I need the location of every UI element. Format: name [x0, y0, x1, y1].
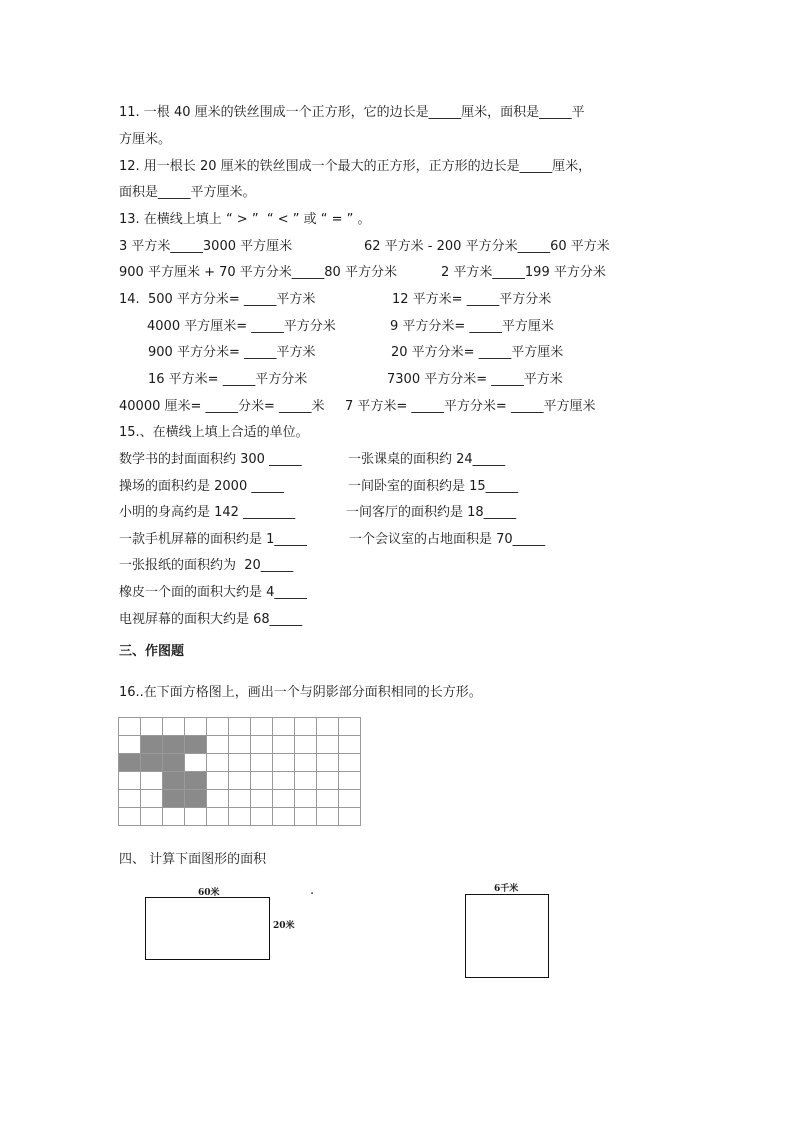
grid-cell: [273, 718, 295, 736]
grid-cell: [251, 808, 273, 826]
square-grid: [118, 717, 361, 826]
grid-cell: [295, 718, 317, 736]
grid-cell: [141, 772, 163, 790]
q13-item-c: 900 平方厘米 + 70 平方分米_____80 平方分米: [119, 265, 397, 280]
q14-row3-left: 900 平方分米= _____平方米: [148, 345, 316, 360]
grid-cell: [141, 718, 163, 736]
grid-row: [119, 790, 361, 808]
q15-item-a7: 电视屏幕的面积大约是 68_____: [119, 612, 303, 627]
grid-cell: [339, 718, 361, 736]
q14-row2-right: 9 平方分米= _____平方厘米: [390, 319, 554, 334]
q14-row3-right: 20 平方分米= _____平方厘米: [391, 345, 564, 360]
grid-cell: [273, 790, 295, 808]
q11-line2: 方厘米。: [119, 132, 172, 147]
q13-item-a: 3 平方米_____3000 平方厘米: [119, 239, 293, 254]
grid-cell: [119, 772, 141, 790]
grid-cell-shaded: [185, 736, 207, 754]
grid-cell: [163, 808, 185, 826]
grid-cell: [119, 718, 141, 736]
rect-width-label: 60米: [198, 888, 220, 898]
q15-item-a1: 数学书的封面面积约 300 _____: [119, 452, 302, 467]
q13-item-b: 62 平方米 - 200 平方分米_____60 平方米: [364, 239, 610, 254]
grid-cell: [185, 754, 207, 772]
grid-cell: [317, 790, 339, 808]
grid-cell: [295, 736, 317, 754]
q15-item-b4: 一个会议室的占地面积是 70_____: [349, 532, 546, 547]
grid-cell: [295, 772, 317, 790]
section4-title: 四、 计算下面图形的面积: [119, 852, 267, 867]
grid-cell: [141, 790, 163, 808]
grid-cell: [207, 772, 229, 790]
grid-cell: [339, 772, 361, 790]
grid-cell: [273, 736, 295, 754]
grid-cell: [339, 808, 361, 826]
grid-cell-shaded: [185, 772, 207, 790]
grid-cell: [317, 772, 339, 790]
grid-cell: [229, 718, 251, 736]
grid-cell: [317, 808, 339, 826]
q14-row4-right: 7300 平方分米= _____平方米: [387, 372, 563, 387]
grid-cell-shaded: [163, 772, 185, 790]
rectangle-figure: [145, 897, 270, 960]
grid-cell: [273, 754, 295, 772]
grid-cell: [273, 808, 295, 826]
grid-row: [119, 808, 361, 826]
grid-cell: [251, 790, 273, 808]
q14-row5-left: 40000 厘米= _____分米= _____米: [119, 399, 325, 414]
grid-cell: [339, 736, 361, 754]
grid-row: [119, 772, 361, 790]
grid-cell-shaded: [163, 736, 185, 754]
grid-cell: [339, 790, 361, 808]
q15-item-b1: 一张课桌的面积约 24_____: [348, 452, 506, 467]
q15-item-a6: 橡皮一个面的面积大约是 4_____: [119, 585, 307, 600]
stray-dot: .: [310, 883, 315, 898]
grid-cell-shaded: [163, 754, 185, 772]
q15-item-b3: 一间客厅的面积约是 18_____: [346, 505, 517, 520]
grid-cell-shaded: [163, 790, 185, 808]
grid-cell: [295, 754, 317, 772]
grid-cell: [229, 754, 251, 772]
grid-cell: [207, 754, 229, 772]
grid-cell: [229, 772, 251, 790]
square-side-label: 6千米: [494, 884, 519, 894]
q12-line1: 12. 用一根长 20 厘米的铁丝围成一个最大的正方形，正方形的边长是_____厘米，: [119, 159, 592, 174]
q15-item-b2: 一间卧室的面积约是 15_____: [348, 479, 519, 494]
q14-row2-left: 4000 平方厘米= _____平方分米: [147, 319, 336, 334]
square-figure: [465, 894, 549, 978]
grid-cell: [295, 808, 317, 826]
grid-row: [119, 736, 361, 754]
grid-cell-shaded: [185, 790, 207, 808]
grid-cell: [207, 736, 229, 754]
q15-title: 15.、在横线上填上合适的单位。: [119, 425, 309, 440]
q15-item-a4: 一款手机屏幕的面积约是 1_____: [119, 532, 307, 547]
grid-cell: [317, 718, 339, 736]
grid-cell: [163, 718, 185, 736]
grid-cell: [185, 808, 207, 826]
grid-cell: [251, 736, 273, 754]
q13-item-d: 2 平方米_____199 平方分米: [441, 265, 606, 280]
rect-height-label: 20米: [273, 921, 295, 931]
grid-cell: [339, 754, 361, 772]
grid-cell-shaded: [141, 736, 163, 754]
grid-cell: [251, 718, 273, 736]
grid-cell: [251, 772, 273, 790]
grid-cell: [273, 772, 295, 790]
q14-row5-right: 7 平方米= _____平方分米= _____平方厘米: [345, 399, 596, 414]
grid-cell: [207, 718, 229, 736]
q15-item-a2: 操场的面积约是 2000 _____: [119, 479, 284, 494]
q14-row1-right: 12 平方米= _____平方分米: [392, 292, 552, 307]
q16-text: 16..在下面方格图上，画出一个与阴影部分面积相同的长方形。: [119, 685, 482, 700]
grid-cell: [119, 736, 141, 754]
grid-cell: [207, 808, 229, 826]
grid-cell: [141, 808, 163, 826]
q14-row4-left: 16 平方米= _____平方分米: [148, 372, 308, 387]
grid-cell: [229, 790, 251, 808]
section3-title: 三、作图题: [119, 644, 185, 659]
grid-cell: [119, 808, 141, 826]
grid-cell-shaded: [119, 754, 141, 772]
q12-line2: 面积是_____平方厘米。: [119, 185, 256, 200]
q15-item-a3: 小明的身高约是 142 ________: [119, 505, 296, 520]
q13-title: 13. 在横线上填上 “ > ” “ < ” 或 “ = ” 。: [119, 212, 371, 227]
grid-cell: [229, 736, 251, 754]
grid-cell: [119, 790, 141, 808]
grid-cell: [295, 790, 317, 808]
grid-cell: [251, 754, 273, 772]
grid-cell-shaded: [141, 754, 163, 772]
grid-row: [119, 718, 361, 736]
grid-cell: [317, 754, 339, 772]
grid-row: [119, 754, 361, 772]
q14-row1-left: 14. 500 平方分米= _____平方米: [119, 292, 316, 307]
q15-item-a5: 一张报纸的面积约为 20_____: [119, 558, 294, 573]
grid-cell: [185, 718, 207, 736]
q11-line1: 11. 一根 40 厘米的铁丝围成一个正方形，它的边长是_____厘米，面积是_____平: [119, 105, 585, 120]
grid-cell: [317, 736, 339, 754]
grid-cell: [229, 808, 251, 826]
grid-cell: [207, 790, 229, 808]
